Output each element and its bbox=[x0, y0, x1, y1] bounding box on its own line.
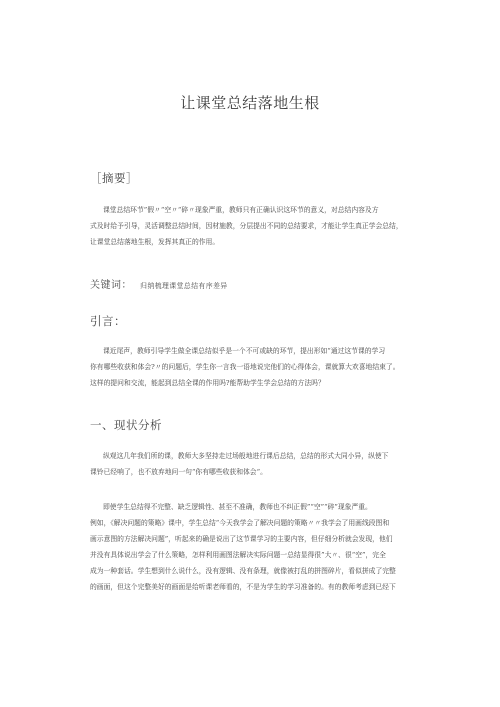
text-line: 即使学生总结得不完整、缺乏逻辑性、甚至不准确，教师也不纠正假”“空”“碎”现象严重。 bbox=[103, 503, 372, 511]
text-line: 让课堂总结落地生根，发挥其真正的作用。 bbox=[90, 238, 220, 246]
text-line: 式及时给予引导，灵活调整总结时间，因材施教，分层提出不同的总结要求，才能让学生真正学会总结， bbox=[90, 222, 403, 230]
text-line: 画示意图的方法解决问题”，听起来的确是说出了这节课学习的主要内容，但仔细分析就会发现，他们 bbox=[90, 535, 393, 543]
text-line: 并没有具体说出学会了什么策略，怎样利用画图法解决实际问题一总结显得很”大〃、很“空”，完全 bbox=[90, 551, 386, 559]
section-heading: 一、现状分析 bbox=[90, 418, 162, 432]
keywords-row bbox=[90, 276, 228, 291]
text-line: 例如，《解决问题的策略》课中，学生总结“今天我学会了解决问题的策略〃〃我学会了用画线段图和 bbox=[90, 519, 390, 527]
section-paragraph-2 bbox=[90, 499, 420, 595]
intro-paragraph bbox=[90, 343, 420, 391]
keywords-text: 归纳梳理课堂总结有序差异 bbox=[140, 282, 228, 290]
text-line: 课近尾声，教师引导学生做全课总结似乎是一个不可或缺的环节，提出形如“通过这节课的学习 bbox=[103, 347, 386, 355]
abstract-heading: ［摘要］ bbox=[90, 171, 138, 185]
text-line: 这样的提问和交流，能起到总结全课的作用吗?能帮助学生学会总结的方法吗？ bbox=[90, 379, 325, 387]
text-line: 你有哪些收获和体会?〃的问题后，学生你一言我一语地说完他们的心得体会，课就算大欢喜地结束了。 bbox=[90, 363, 400, 371]
text-line: 纵观这几年我们所的课，教师大多坚持走过场般地进行课后总结，总结的形式大同小异，纵使下 bbox=[103, 452, 389, 460]
text-line: 成为一种套话。学生想到什么说什么，没有逻辑、没有条理，就像被打乱的拼图碎片，看似拼成了完整 bbox=[90, 567, 396, 575]
text-line: 的画面，但这个完整美好的画面是给听课老师看的，不是为学生的学习准备的。有的教师考虑到已经下 bbox=[90, 583, 396, 591]
section-paragraph-1 bbox=[90, 448, 420, 480]
keywords-label: 关键词： bbox=[90, 280, 132, 291]
text-line: 课堂总结环节”假〃“空〃“碎〃现象严重，教师只有正确认识这环节的意义，对总结内容及方 bbox=[103, 206, 379, 214]
document-title: 让课堂总结落地生根 bbox=[180, 94, 320, 112]
text-line: 课铃已经响了，也不放弃地问一句“你有哪些收获和体会“。 bbox=[90, 468, 267, 476]
abstract-paragraph bbox=[90, 202, 420, 250]
intro-heading: 引言： bbox=[90, 314, 126, 328]
